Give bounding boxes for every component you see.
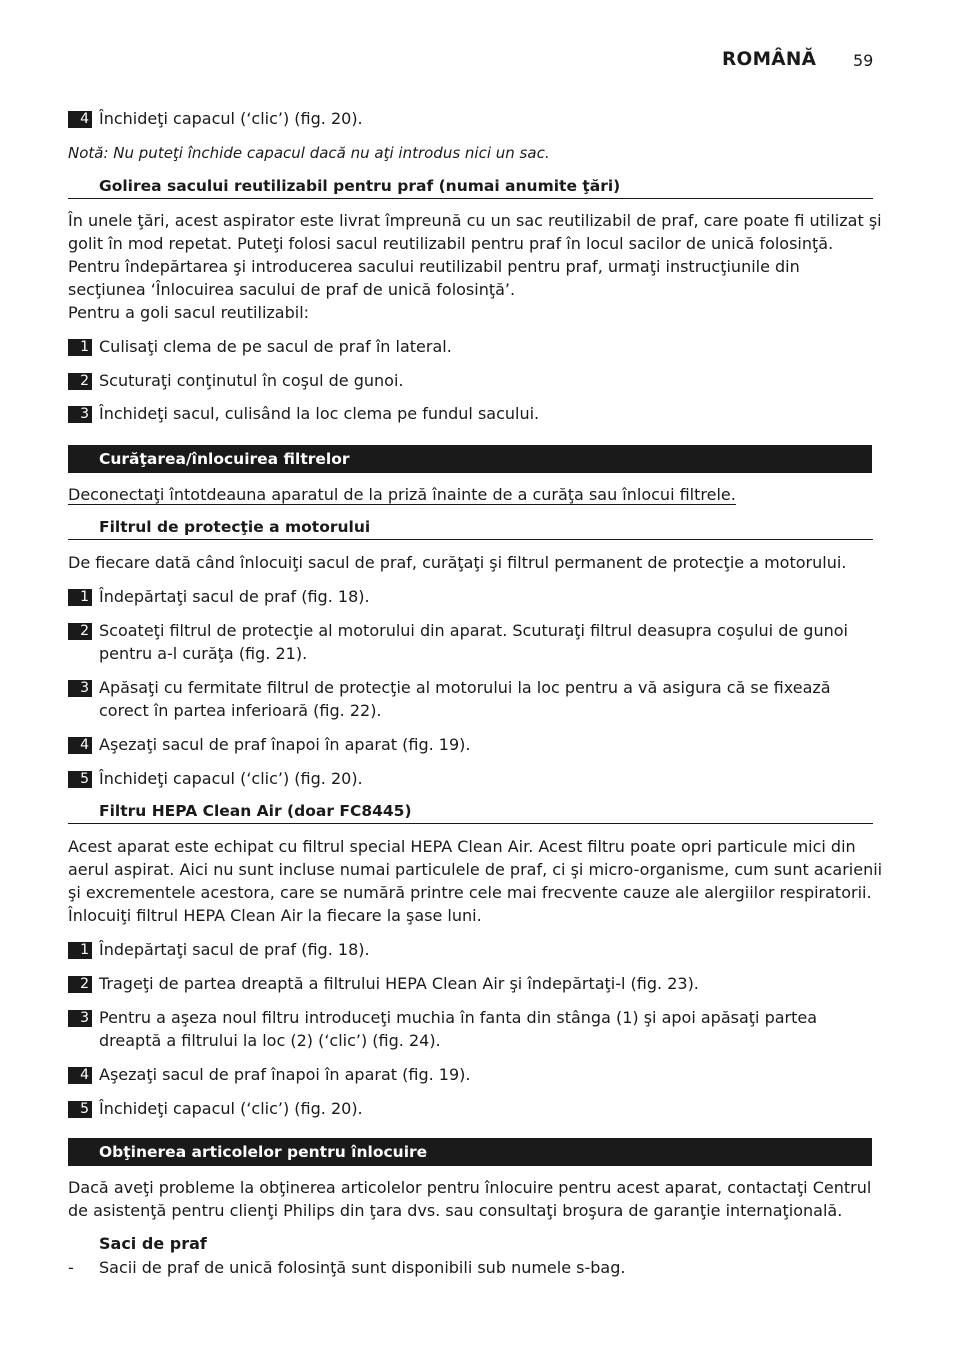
- section-heading-text: Filtru HEPA Clean Air (doar FC8445): [99, 802, 412, 820]
- step-number: 5: [68, 771, 92, 788]
- paragraph-line: golit în mod repetat. Puteţi folosi sacul reutilizabil pentru praf în locul sacilor de unică folosinţă.: [68, 234, 834, 253]
- step-text: Îndepărtaţi sacul de praf (fig. 18).: [99, 587, 370, 606]
- page-number: 59: [853, 51, 874, 70]
- step-number: 5: [68, 1101, 92, 1118]
- language-header: ROMÂNĂ: [722, 49, 817, 70]
- paragraph-line: şi excrementele acestora, care se numără printre cele mai frecvente cauze ale alergiilor respiratorii.: [68, 883, 872, 902]
- paragraph-line: Acest aparat este echipat cu filtrul special HEPA Clean Air. Acest filtru poate opri particule mici din: [68, 837, 856, 856]
- paragraph-line: De fiecare dată când înlocuiţi sacul de praf, curăţaţi şi filtrul permanent de protecţie a motorului.: [68, 553, 847, 572]
- section-bar-title: Obţinerea articolelor pentru înlocuire: [99, 1143, 428, 1161]
- step-text: Închideţi sacul, culisând la loc clema pe fundul sacului.: [99, 404, 540, 423]
- step-text: Trageţi de partea dreaptă a filtrului HEPA Clean Air şi îndepărtaţi-l (fig. 23).: [99, 974, 699, 993]
- step-number: 2: [68, 373, 92, 390]
- step-text: Aşezaţi sacul de praf înapoi în aparat (fig. 19).: [99, 735, 471, 754]
- subheading-dust-bags: Saci de praf: [99, 1234, 207, 1253]
- step-text: Scuturaţi conţinutul în coşul de gunoi.: [99, 371, 404, 390]
- paragraph-line: Dacă aveţi probleme la obţinerea articolelor pentru înlocuire pentru acest aparat, contactaţi Centrul: [68, 1178, 872, 1197]
- section-heading-motor-filter: [68, 516, 873, 540]
- list-dash: -: [68, 1258, 74, 1277]
- warning-text: [68, 483, 736, 506]
- step-number: 3: [68, 406, 92, 423]
- step-number: 1: [68, 942, 92, 959]
- step-text: Apăsaţi cu fermitate filtrul de protecţie al motorului la loc pentru a vă asigura că se fixează: [99, 678, 831, 697]
- step-text-continued: dreaptă a filtrului la loc (2) (‘clic’) (fig. 24).: [99, 1031, 441, 1050]
- step-number: 2: [68, 976, 92, 993]
- paragraph-line: Pentru a goli sacul reutilizabil:: [68, 303, 310, 322]
- step-number: 4: [68, 737, 92, 754]
- step-number: 3: [68, 680, 92, 697]
- paragraph-line: de asistenţă pentru clienţi Philips din ţara dvs. sau consultaţi broşura de garanţie internaţională.: [68, 1201, 843, 1220]
- step-text: Scoateţi filtrul de protecţie al motorului din aparat. Scuturaţi filtrul deasupra coşului de gunoi: [99, 621, 848, 640]
- section-heading-hepa-filter: [68, 800, 873, 824]
- step-text-continued: pentru a-l curăţa (fig. 21).: [99, 644, 308, 663]
- paragraph-line: secţiunea ‘Înlocuirea sacului de praf de unică folosinţă’.: [68, 280, 516, 299]
- warning-underlined: Deconectaţi întotdeauna aparatul de la priză înainte de a curăţa sau înlocui filtrele.: [68, 485, 736, 504]
- paragraph-line: Pentru îndepărtarea şi introducerea sacului reutilizabil pentru praf, urmaţi instrucţiunile din: [68, 257, 800, 276]
- step-number: 2: [68, 623, 92, 640]
- step-text: Pentru a aşeza noul filtru introduceţi muchia în fanta din stânga (1) şi apoi apăsaţi partea: [99, 1008, 818, 1027]
- paragraph-line: aerul aspirat. Aici nu sunt incluse numai particulele de praf, ci şi micro-organisme, cum sunt acarienii: [68, 860, 883, 879]
- step-text: Aşezaţi sacul de praf înapoi în aparat (fig. 19).: [99, 1065, 471, 1084]
- section-heading-text: Golirea sacului reutilizabil pentru praf (numai anumite ţări): [99, 177, 621, 195]
- section-bar-replacement: [68, 1138, 872, 1166]
- step-number: 4: [68, 1067, 92, 1084]
- note-text: Notă: Nu puteţi închide capacul dacă nu aţi introdus nici un sac.: [68, 144, 550, 162]
- paragraph-line: În unele ţări, acest aspirator este livrat împreună cu un sac reutilizabil de praf, care poate fi utilizat şi: [68, 211, 882, 230]
- step-number: 3: [68, 1010, 92, 1027]
- step-text: Îndepărtaţi sacul de praf (fig. 18).: [99, 940, 370, 959]
- section-heading-text: Filtrul de protecţie a motorului: [99, 518, 371, 536]
- section-bar-title: Curăţarea/înlocuirea filtrelor: [99, 450, 350, 468]
- step-number: 1: [68, 589, 92, 606]
- step-text: Culisaţi clema de pe sacul de praf în lateral.: [99, 337, 452, 356]
- list-item: Sacii de praf de unică folosinţă sunt disponibili sub numele s-bag.: [99, 1258, 626, 1277]
- step-text: Închideţi capacul (‘clic’) (fig. 20).: [99, 769, 363, 788]
- section-bar-filters: [68, 445, 872, 473]
- paragraph-line: Înlocuiţi filtrul HEPA Clean Air la fiecare la şase luni.: [68, 906, 482, 925]
- step-text: Închideţi capacul (‘clic’) (fig. 20).: [99, 1099, 363, 1118]
- step-text: Închideţi capacul (‘clic’) (fig. 20).: [99, 109, 363, 128]
- step-text-continued: corect în partea inferioară (fig. 22).: [99, 701, 382, 720]
- section-heading-reusable-bag: [68, 175, 873, 199]
- step-number: 1: [68, 339, 92, 356]
- step-number: 4: [68, 111, 92, 128]
